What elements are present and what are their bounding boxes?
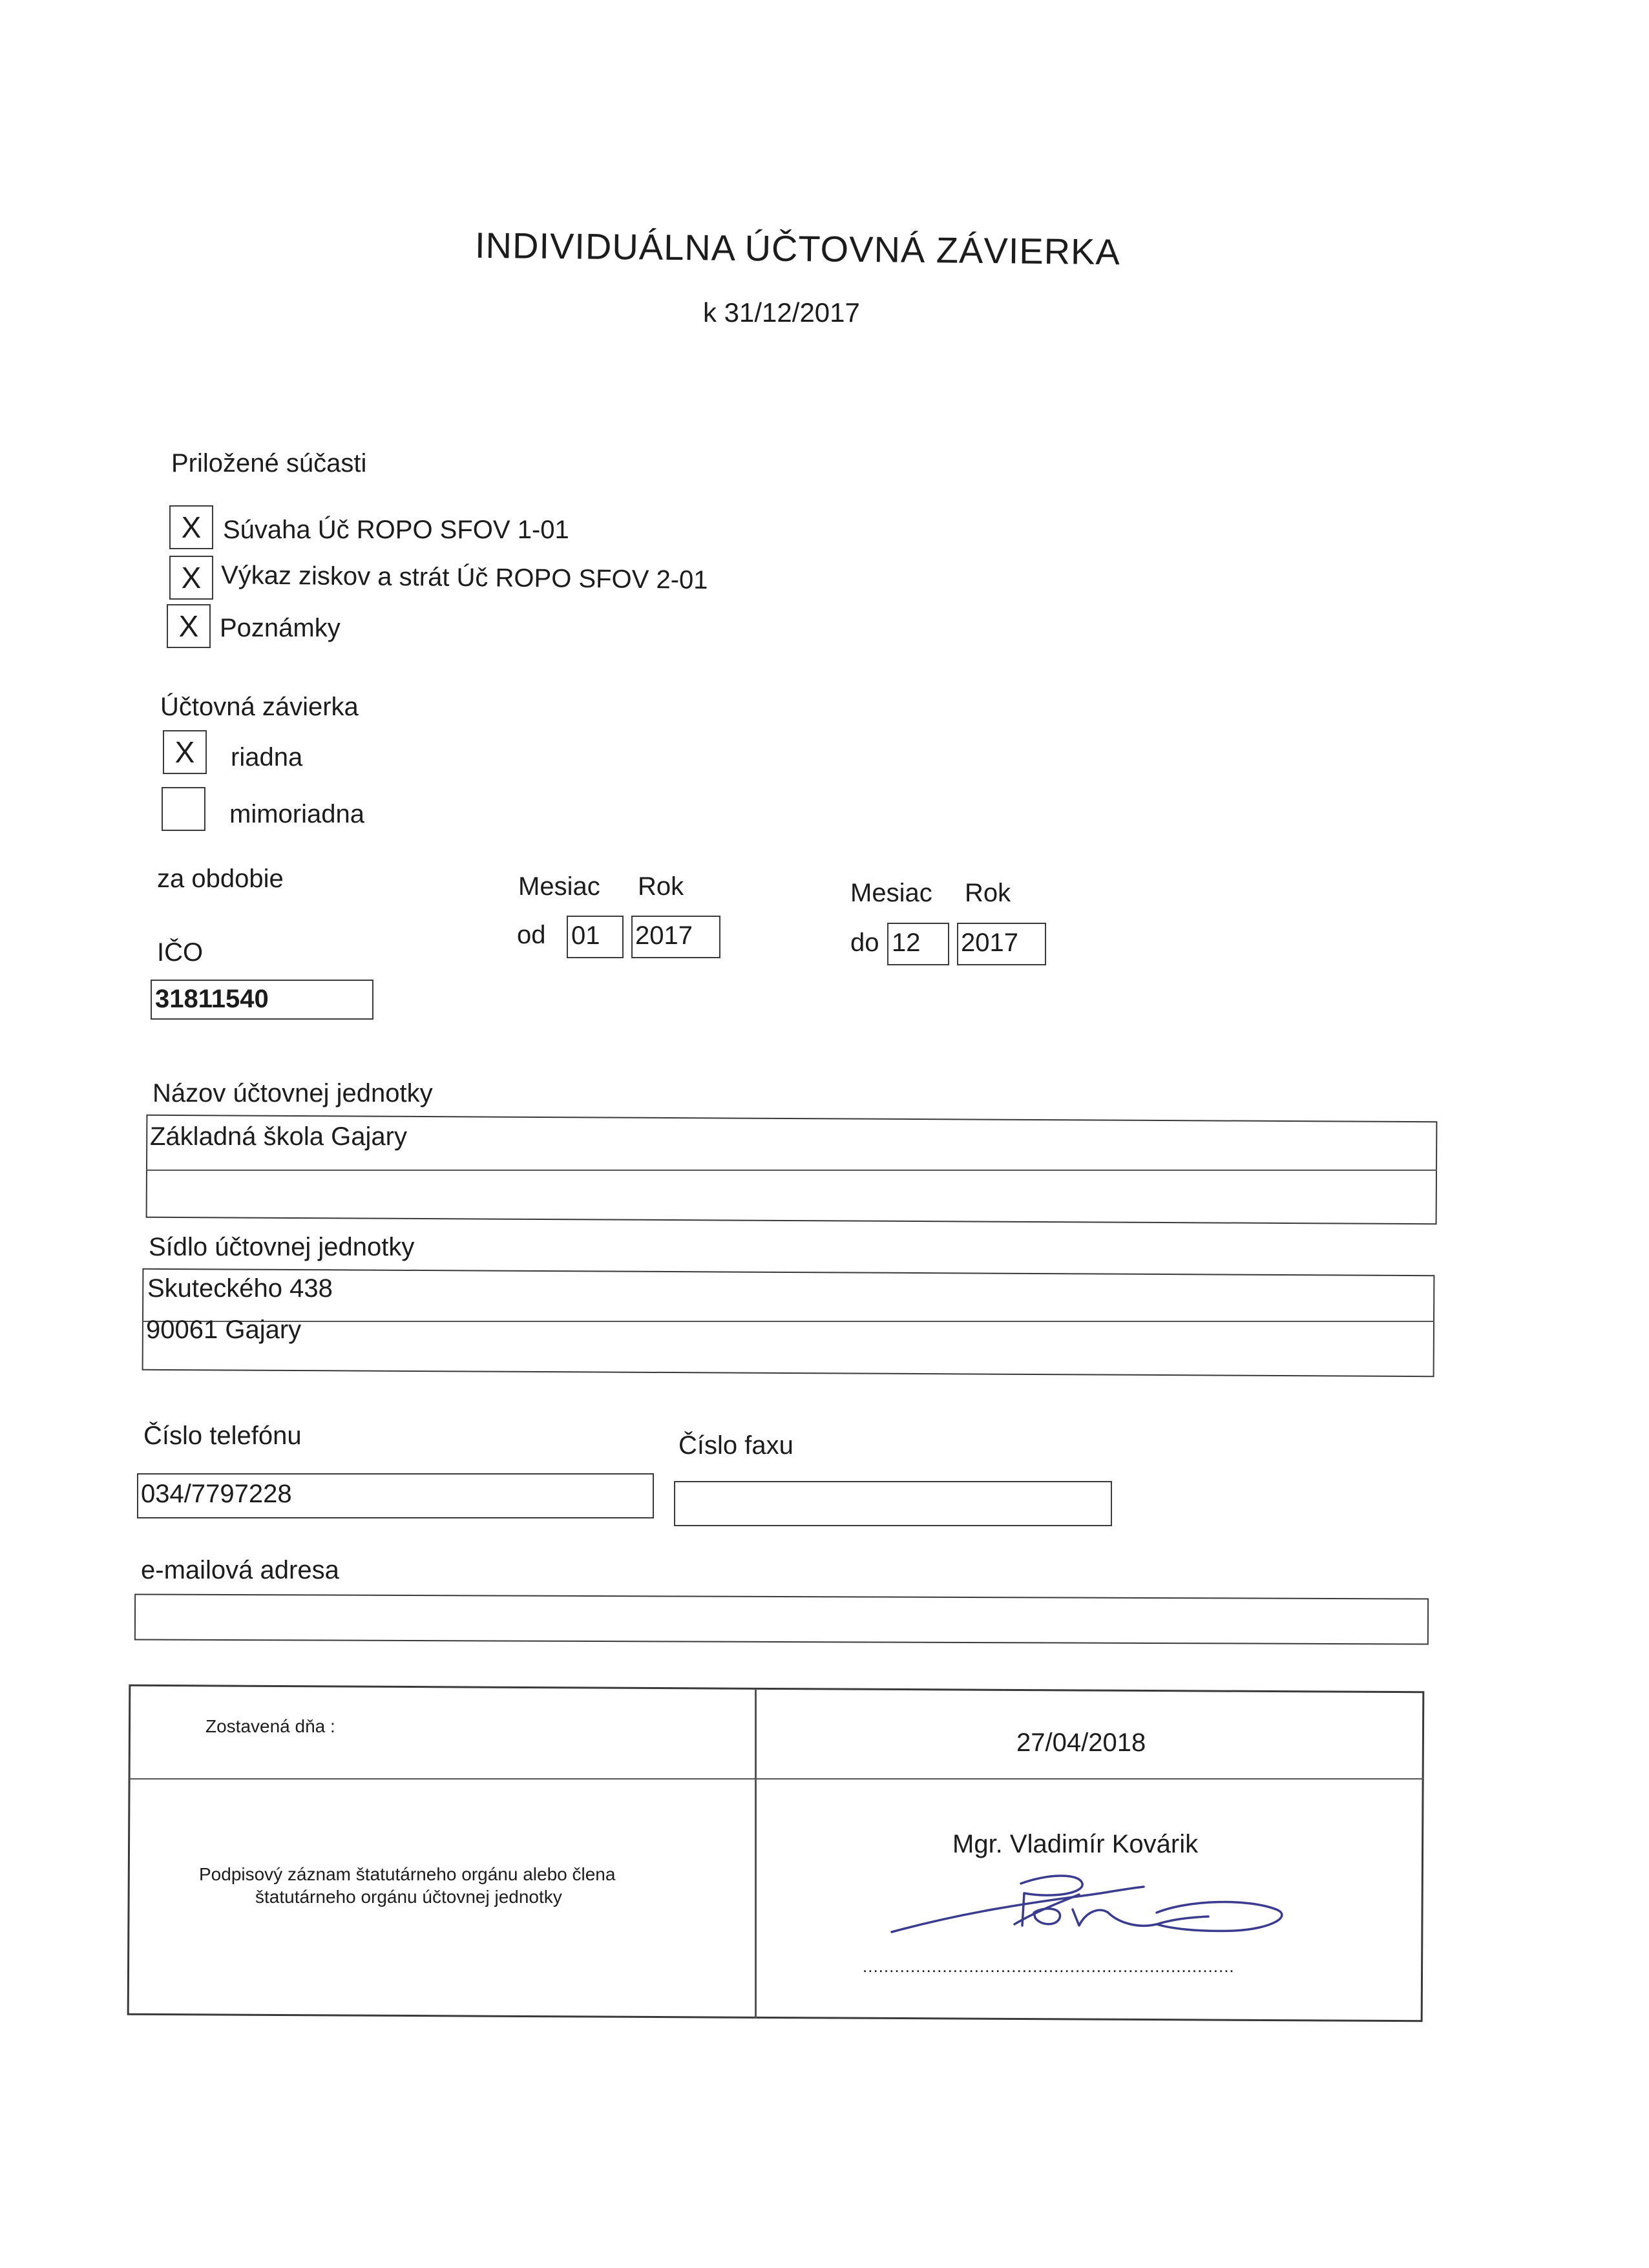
seat-label: Sídlo účtovnej jednotky [149,1233,415,1261]
seat-field[interactable] [142,1268,1435,1377]
phone-label: Číslo telefónu [143,1422,302,1450]
email-label: e-mailová adresa [141,1556,339,1584]
signature-dotted-line: ...................................................................... [863,1957,1235,1976]
label-suvaha: Súvaha Úč ROPO SFOV 1-01 [223,516,569,544]
checkbox-riadna[interactable]: X [163,730,207,774]
seat-line2: 90061 Gajary [146,1316,302,1344]
entity-name-label: Názov účtovnej jednotky [152,1079,433,1108]
components-heading: Priložené súčasti [171,449,367,478]
seat-line1: Skuteckého 438 [147,1274,333,1303]
label-riadna: riadna [231,743,303,772]
fax-field[interactable] [674,1481,1112,1526]
label-mimoriadna: mimoriadna [229,800,364,828]
checkbox-suvaha[interactable]: X [169,505,213,549]
ico-value: 31811540 [155,985,269,1013]
period-label: za obdobie [157,865,284,893]
phone-value: 034/7797228 [141,1480,292,1508]
compiled-label: Zostavená dňa : [205,1716,335,1736]
from-month-label: Mesiac [518,872,600,901]
checkbox-mimoriadna[interactable] [162,787,205,831]
statement-type-heading: Účtovná závierka [160,693,359,721]
signature-label-line1: Podpisový záznam štatutárneho orgánu alebo člena [199,1864,616,1884]
entity-name-line1: Základná škola Gajary [150,1122,407,1151]
checkbox-poznamky[interactable]: X [167,604,211,648]
from-month-value: 01 [571,921,600,950]
to-year-label: Rok [965,879,1011,907]
compiled-date: 27/04/2018 [1016,1728,1146,1757]
signer-name: Mgr. Vladimír Kovárik [952,1830,1199,1858]
to-month-label: Mesiac [850,879,932,907]
handwritten-signature [885,1848,1299,1945]
from-year-label: Rok [638,872,684,901]
label-poznamky: Poznámky [220,614,341,642]
signature-table-vertical-divider [755,1689,757,2019]
entity-name-divider [146,1170,1437,1171]
to-prefix: do [850,929,879,957]
checkbox-vykaz[interactable]: X [169,556,213,600]
seat-divider [142,1321,1434,1322]
page-title: INDIVIDUÁLNA ÚČTOVNÁ ZÁVIERKA [474,224,1121,273]
to-year-value: 2017 [961,929,1018,957]
label-vykaz: Výkaz ziskov a strát Úč ROPO SFOV 2-01 [220,561,708,594]
from-prefix: od [517,921,546,949]
to-month-value: 12 [892,929,921,957]
report-date: k 31/12/2017 [703,297,860,328]
ico-label: IČO [157,938,204,967]
email-field[interactable] [134,1594,1429,1645]
signature-table-horizontal-divider [129,1778,1423,1780]
fax-label: Číslo faxu [678,1431,793,1460]
from-year-value: 2017 [635,921,693,950]
signature-label-line2: štatutárneho orgánu účtovnej jednotky [255,1887,562,1907]
